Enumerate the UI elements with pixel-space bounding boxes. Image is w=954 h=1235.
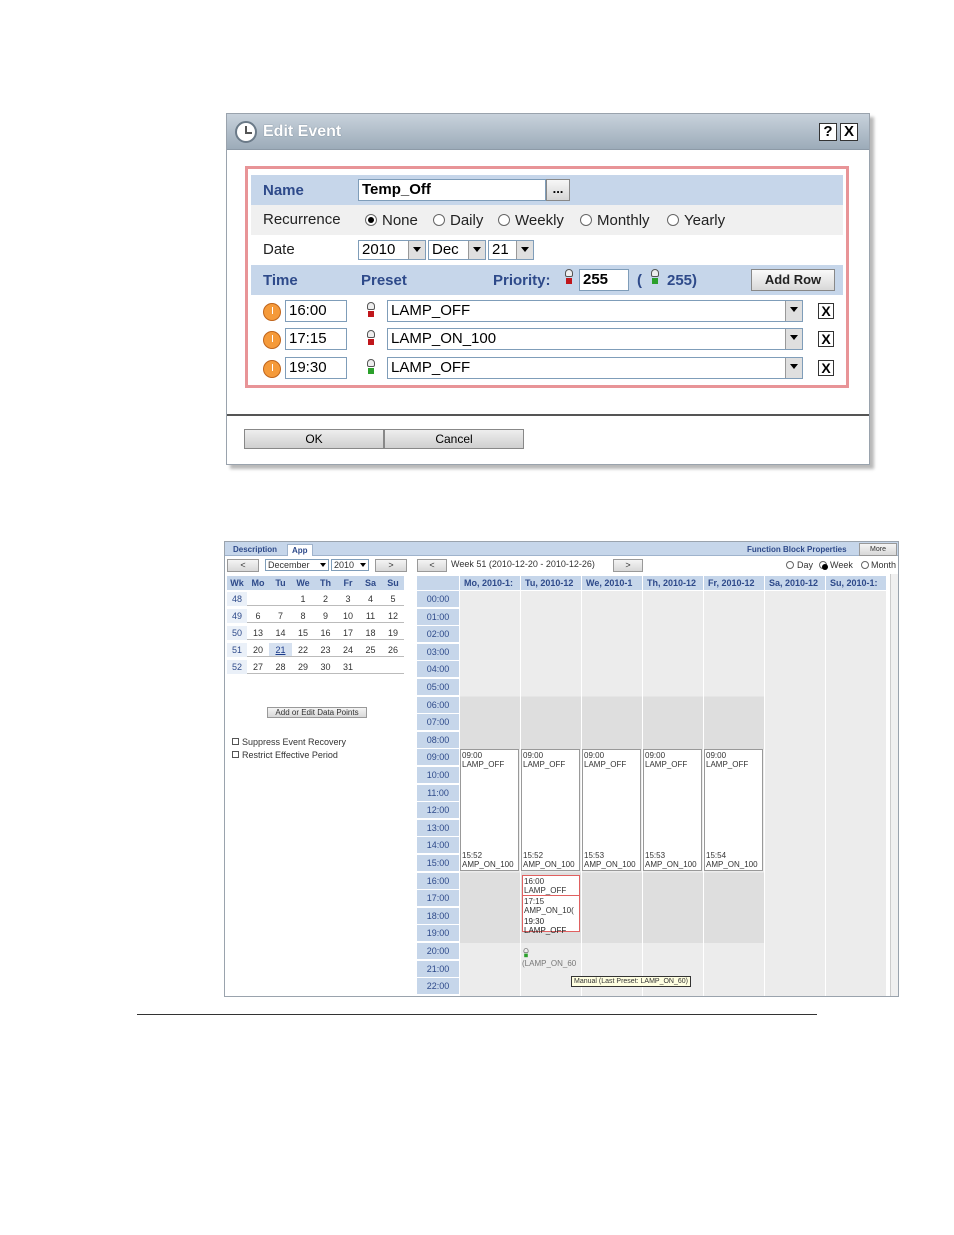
preset-column-label: Preset [361,272,407,289]
tue-event-1930[interactable] [524,917,566,935]
cal-header: Mo [247,576,269,590]
cal-day[interactable]: 11 [359,609,382,623]
week-number: 49 [227,609,247,623]
cal-day[interactable]: 29 [292,660,314,674]
schedule-event[interactable] [582,749,641,870]
event-end-preset: AMP_ON_100 [462,859,514,869]
cal-day[interactable]: 7 [269,609,292,623]
clock-icon [263,360,281,378]
chevron-down-icon [785,358,802,378]
priority-paren: ( [637,272,642,289]
recurrence-yearly-label: Yearly [684,212,726,229]
hour-label: 21:00 [417,961,459,978]
schedule-event[interactable] [460,749,519,870]
cal-day[interactable]: 17 [337,626,359,640]
hour-label: 03:00 [417,644,459,661]
hour-label: 01:00 [417,609,459,626]
lamp-red-icon [365,330,377,346]
view-week-radio[interactable] [819,561,827,569]
view-day-radio[interactable] [786,561,794,569]
hour-label: 08:00 [417,732,459,749]
lamp-green-icon [522,948,529,958]
preset-value-2: LAMP_ON_100 [391,330,497,347]
restrict-label: Restrict Effective Period [242,750,338,760]
time-input-1[interactable]: 16:00 [285,300,347,322]
hour-label: 20:00 [417,943,459,960]
event-end [645,851,697,869]
hour-label: 18:00 [417,908,459,925]
cal-header: Tu [269,576,292,590]
cal-day[interactable] [382,660,404,674]
edit-event-dialog [226,113,870,465]
preset-value-3: LAMP_OFF [391,359,471,376]
cal-day[interactable]: 22 [292,643,314,657]
hour-label: 07:00 [417,714,459,731]
date-month-value: Dec [432,241,459,258]
event-end-preset: AMP_ON_100 [645,859,697,869]
remove-row-button-3[interactable]: X [818,360,834,376]
dialog-title: Edit Event [263,123,342,140]
recurrence-monthly-label: Monthly [597,212,650,229]
event-start-preset: LAMP_OFF [584,760,627,770]
date-year-select[interactable] [358,240,426,260]
date-day-value: 21 [492,241,509,258]
view-day-label: Day [797,560,814,570]
name-label: Name [263,182,304,199]
cal-day[interactable]: 28 [269,660,292,674]
month-select[interactable]: December [265,559,329,571]
clock-icon [263,331,281,349]
time-input-3[interactable]: 19:30 [285,357,347,379]
event-end [706,851,758,869]
hour-label: 14:00 [417,837,459,854]
tooltip: Manual (Last Preset: LAMP_ON_60) [571,976,691,987]
time-column-label: Time [263,272,298,289]
cal-day[interactable]: 12 [382,609,404,623]
view-month-label: Month [871,560,897,570]
event-end-time: 15:53 [584,850,605,860]
date-month-select[interactable] [428,240,486,260]
cal-day[interactable]: 1 [292,592,314,606]
date-year-value: 2010 [362,241,396,258]
clock-icon [235,121,257,143]
event-start-time: 09:00 [706,751,727,761]
chevron-down-icon [468,241,485,259]
event-start-preset: LAMP_OFF [462,760,505,770]
view-week-label: Week [830,560,853,570]
priority-input[interactable]: 255 [579,269,629,291]
manual-override-label[interactable]: (LAMP_ON_60 [522,958,577,968]
recurrence-none-label: None [382,212,418,229]
year-select[interactable]: 2010 [331,559,369,571]
hour-label: 09:00 [417,749,459,766]
event-end-time: 15:52 [523,850,544,860]
lamp-red-icon [365,302,377,318]
event-end-preset: AMP_ON_100 [706,859,758,869]
hour-label: 19:00 [417,925,459,942]
hour-label: 17:00 [417,890,459,907]
hour-label: 16:00 [417,873,459,890]
cal-day[interactable]: 14 [269,626,292,640]
hour-label: 15:00 [417,855,459,872]
hour-label: 11:00 [417,785,459,802]
suppress-checkbox[interactable] [232,738,239,745]
priority-current: 255) [667,272,698,289]
day-header[interactable]: We, 2010-1 [582,576,642,590]
event-end [462,851,514,869]
scheduler-tabbar [225,542,898,556]
cal-day[interactable]: 23 [314,643,337,657]
preset-select-1[interactable] [387,300,803,322]
hour-label: 13:00 [417,820,459,837]
week-title: Week 51 (2010-12-20 - 2010-12-26) [451,559,595,569]
event-start-time: 09:00 [523,751,544,761]
cal-header: Wk [227,576,247,590]
recurrence-monthly-radio[interactable] [580,214,592,226]
scheduler-panel [224,541,899,997]
lamp-green-icon [649,269,661,285]
recurrence-daily-radio[interactable] [433,214,445,226]
recurrence-none-radio[interactable] [365,214,377,226]
hour-label: 22:00 [417,978,459,995]
cal-day[interactable]: 16 [314,626,337,640]
ok-button[interactable]: OK [244,429,384,449]
tue-event-1600[interactable] [522,875,580,897]
cal-header: Fr [337,576,359,590]
cal-day[interactable]: 6 [247,609,269,623]
remove-row-button-2[interactable]: X [818,331,834,347]
cal-day[interactable]: 30 [314,660,337,674]
hour-label: 00:00 [417,591,459,608]
recurrence-yearly-radio[interactable] [667,214,679,226]
priority-label: Priority: [493,272,551,289]
cal-prev-button[interactable]: < [227,559,259,572]
cal-header: Su [382,576,404,590]
suppress-label: Suppress Event Recovery [242,737,347,747]
cal-day[interactable] [269,592,292,606]
chevron-down-icon [785,329,802,349]
hour-label: 10:00 [417,767,459,784]
cal-day[interactable]: 10 [337,609,359,623]
recurrence-daily-label: Daily [450,212,484,229]
event-preset: LAMP_OFF [524,925,567,935]
event-preset: AMP_ON_10( [524,906,574,916]
week-number: 52 [227,660,247,674]
tab-description[interactable]: Description [233,545,278,554]
event-end [523,851,575,869]
dialog-title-bar[interactable] [227,114,869,150]
schedule-event[interactable] [704,749,763,870]
cal-header: We [292,576,314,590]
event-end [584,851,636,869]
event-start-preset: LAMP_OFF [706,760,749,770]
event-time: 16:00 [524,876,545,886]
cal-day[interactable]: 31 [337,660,359,674]
day-column[interactable] [826,591,887,996]
event-start-time: 09:00 [645,751,666,761]
hour-label: 12:00 [417,802,459,819]
name-browse-button[interactable]: ... [546,179,570,201]
day-header[interactable]: Tu, 2010-12 [521,576,581,590]
event-start-preset: LAMP_OFF [523,760,566,770]
lamp-green-icon [365,359,377,375]
schedule-event[interactable] [521,749,580,870]
date-day-select[interactable] [488,240,534,260]
event-preset: LAMP_OFF [524,885,567,895]
cal-day[interactable]: 27 [247,660,269,674]
hour-label: 05:00 [417,679,459,696]
cal-day[interactable]: 18 [359,626,382,640]
fbp-label: Function Block Properties [747,545,847,554]
cal-day[interactable]: 13 [247,626,269,640]
day-header[interactable]: Fr, 2010-12 [704,576,764,590]
hour-label: 04:00 [417,661,459,678]
cal-header: Sa [359,576,382,590]
day-header[interactable]: Th, 2010-12 [643,576,703,590]
add-row-button[interactable]: Add Row [751,269,835,291]
restrict-checkbox[interactable] [232,751,239,758]
week-number: 48 [227,592,247,606]
cal-day[interactable]: 8 [292,609,314,623]
event-time: 19:30 [524,916,545,926]
cal-day[interactable]: 4 [359,592,382,606]
recurrence-weekly-radio[interactable] [498,214,510,226]
event-start-time: 09:00 [584,751,605,761]
time-input-2[interactable]: 17:15 [285,328,347,350]
event-end-preset: AMP_ON_100 [523,859,575,869]
cal-day[interactable] [359,660,382,674]
event-end-time: 15:53 [645,850,666,860]
week-header-corner [417,576,459,590]
hour-label: 06:00 [417,697,459,714]
date-label: Date [263,241,295,258]
dialog-divider [227,414,869,416]
scrollbar[interactable] [890,574,898,996]
cal-day[interactable]: 19 [382,626,404,640]
close-button[interactable]: X [840,123,858,141]
event-form [245,166,849,388]
page-divider [137,1014,817,1015]
event-end-time: 15:52 [462,850,483,860]
cancel-button[interactable]: Cancel [384,429,524,449]
preset-value-1: LAMP_OFF [391,302,471,319]
week-number: 50 [227,626,247,640]
day-header[interactable]: Mo, 2010-1: [460,576,520,590]
cal-day[interactable]: 21 [269,643,292,657]
recurrence-label: Recurrence [263,211,341,228]
more-button[interactable]: More [859,543,897,556]
name-input[interactable]: Temp_Off [358,179,546,201]
chevron-down-icon [408,241,425,259]
cal-day[interactable]: 20 [247,643,269,657]
day-header[interactable]: Sa, 2010-12 [765,576,825,590]
cal-day[interactable]: 2 [314,592,337,606]
cal-day[interactable]: 9 [314,609,337,623]
cal-day[interactable]: 26 [382,643,404,657]
clock-icon [263,303,281,321]
week-next-button[interactable]: > [613,559,643,572]
cal-day[interactable]: 25 [359,643,382,657]
chevron-down-icon [516,241,533,259]
day-header[interactable]: Su, 2010-1: [826,576,886,590]
schedule-event[interactable] [643,749,702,870]
preset-select-3[interactable] [387,357,803,379]
event-start-preset: LAMP_OFF [645,760,688,770]
cal-day[interactable]: 24 [337,643,359,657]
day-column[interactable] [765,591,826,996]
event-end-preset: AMP_ON_100 [584,859,636,869]
event-end-time: 15:54 [706,850,727,860]
cal-next-button[interactable]: > [375,559,407,572]
recurrence-weekly-label: Weekly [515,212,564,229]
cal-header: Th [314,576,337,590]
lamp-red-icon [563,269,575,285]
cal-day[interactable] [247,592,269,606]
week-prev-button[interactable]: < [417,559,447,572]
chevron-down-icon [785,301,802,321]
preset-select-2[interactable] [387,328,803,350]
add-edit-datapoints-button[interactable]: Add or Edit Data Points [267,707,367,718]
help-button[interactable]: ? [819,123,837,141]
cal-day[interactable]: 5 [382,592,404,606]
view-month-radio[interactable] [861,561,869,569]
event-start-time: 09:00 [462,751,483,761]
event-time: 17:15 [524,897,545,907]
cal-day[interactable]: 3 [337,592,359,606]
hour-label: 02:00 [417,626,459,643]
tab-app[interactable]: App [287,544,313,556]
week-number: 51 [227,643,247,657]
cal-day[interactable]: 15 [292,626,314,640]
remove-row-button-1[interactable]: X [818,303,834,319]
